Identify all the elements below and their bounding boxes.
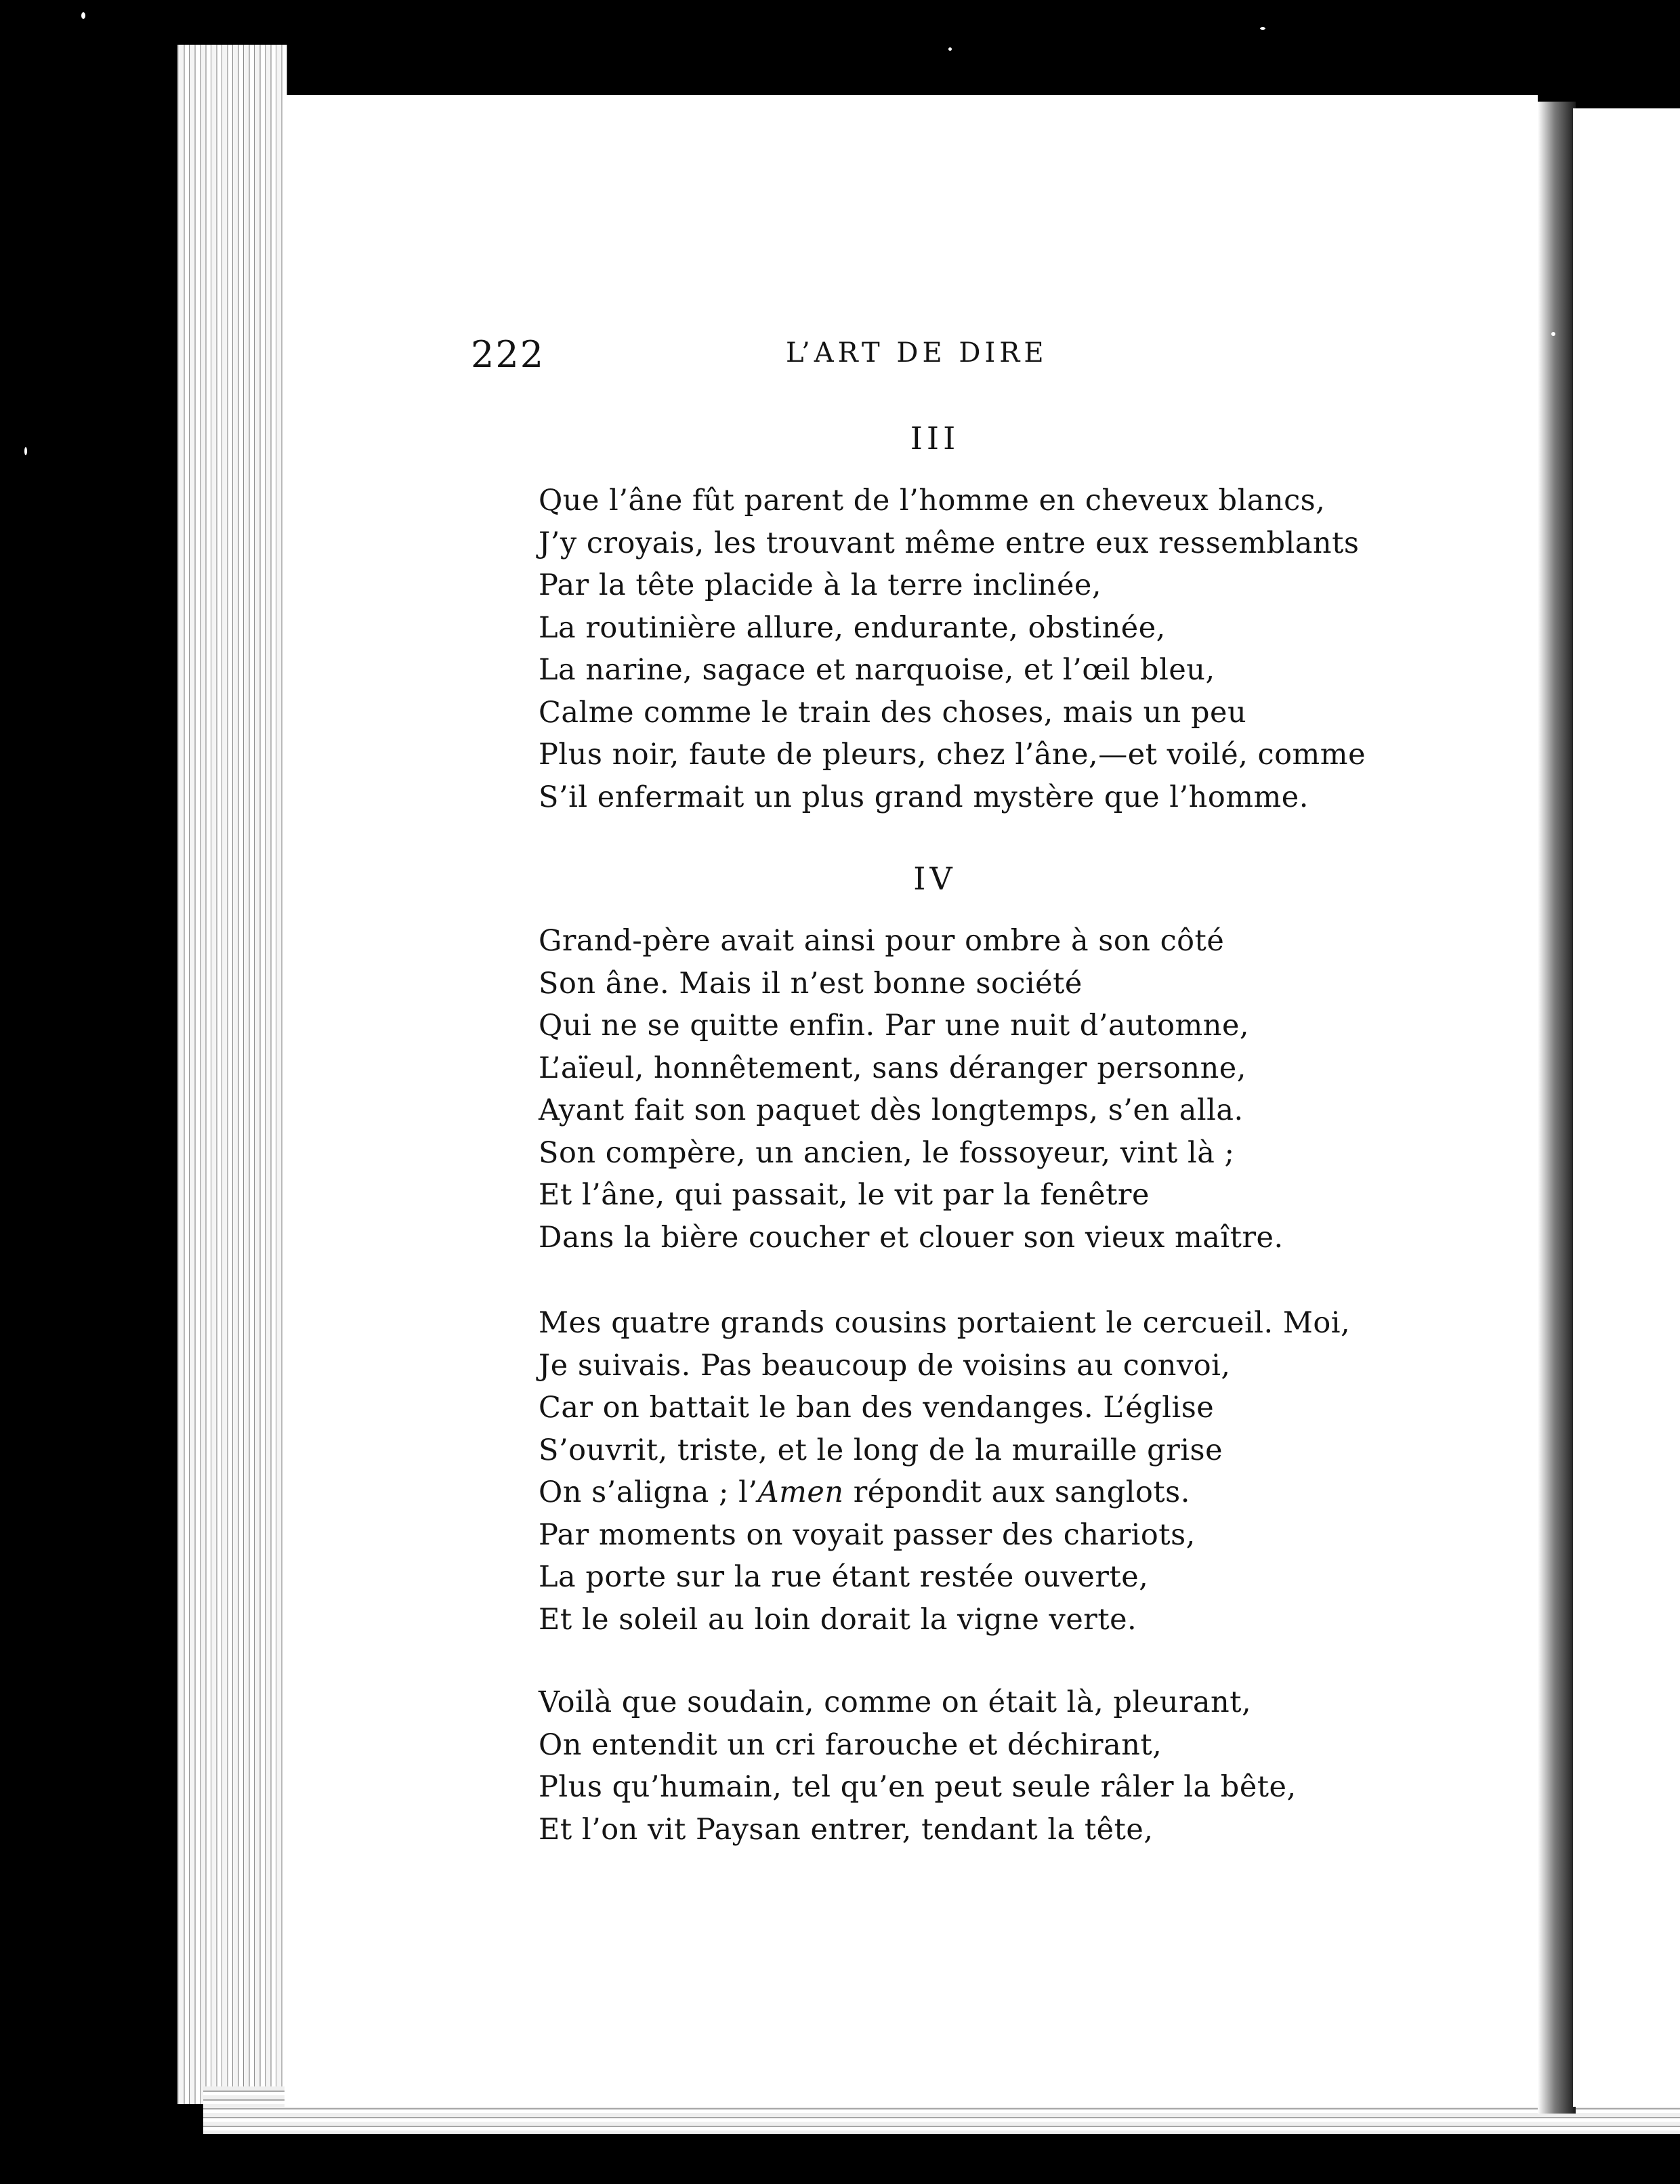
verse-line: S’ouvrit, triste, et le long de la muraille grise <box>539 1433 1223 1467</box>
dust-speck <box>948 47 952 51</box>
verse-line: Grand-père avait ainsi pour ombre à son côté <box>539 924 1225 958</box>
stanza <box>539 480 1555 818</box>
verse-line: S’il enfermait un plus grand mystère que l’homme. <box>539 780 1309 814</box>
verse-line: Dans la bière coucher et clouer son vieux maître. <box>539 1220 1284 1255</box>
stanza <box>539 920 1555 1259</box>
verse-line: J’y croyais, les trouvant même entre eux ressemblants <box>539 526 1360 560</box>
stanza <box>539 1302 1555 1641</box>
italic-word: Amen <box>757 1475 844 1509</box>
verse-line: Et l’âne, qui passait, le vit par la fenêtre <box>539 1178 1150 1212</box>
verse-line: Je suivais. Pas beaucoup de voisins au convoi, <box>539 1348 1231 1383</box>
verse-line: La routinière allure, endurante, obstinée, <box>539 610 1166 645</box>
verse-line: On s’aligna ; l’Amen répondit aux sanglots. <box>539 1475 1190 1509</box>
running-head <box>285 333 1538 387</box>
verse-line: Car on battait le ban des vendanges. L’église <box>539 1391 1215 1425</box>
verse-line: Calme comme le train des choses, mais un peu <box>539 695 1247 730</box>
verse-line: Par moments on voyait passer des chariots, <box>539 1517 1196 1552</box>
dust-speck <box>1260 27 1265 30</box>
dust-speck <box>24 447 27 455</box>
book-page <box>285 95 1538 2107</box>
verse-line: Et le soleil au loin dorait la vigne verte. <box>539 1602 1137 1637</box>
verse-line: Mes quatre grands cousins portaient le cercueil. Moi, <box>539 1306 1351 1340</box>
running-title: L’ART DE DIRE <box>786 337 1048 369</box>
section-numeral: III <box>910 420 960 457</box>
dust-speck <box>81 12 85 19</box>
stanza <box>539 1681 1555 1851</box>
verse-line: Son âne. Mais il n’est bonne société <box>539 966 1083 1001</box>
verse-line: Par la tête placide à la terre inclinée, <box>539 568 1102 602</box>
verse-line: Ayant fait son paquet dès longtemps, s’en alla. <box>539 1093 1244 1127</box>
verse-line: Que l’âne fût parent de l’homme en cheveux blancs, <box>539 484 1326 518</box>
page-number: 222 <box>471 333 545 376</box>
verse-line: Et l’on vit Paysan entrer, tendant la tête, <box>539 1812 1154 1847</box>
facing-page-edge <box>1573 108 1680 2107</box>
verse-line: Qui ne se quitte enfin. Par une nuit d’automne, <box>539 1009 1250 1043</box>
verse-line: Voilà que soudain, comme on était là, pleurant, <box>539 1685 1252 1719</box>
verse-line: Son compère, un ancien, le fossoyeur, vint là ; <box>539 1135 1235 1170</box>
dust-speck <box>1551 332 1555 336</box>
verse-line: La narine, sagace et narquoise, et l’œil bleu, <box>539 653 1215 687</box>
verse-line: Plus noir, faute de pleurs, chez l’âne,—et voilé, comme <box>539 738 1366 772</box>
verse-line: La porte sur la rue étant restée ouverte, <box>539 1560 1149 1594</box>
page-edge-stack <box>177 45 287 2104</box>
verse-line: Plus qu’humain, tel qu’en peut seule râler la bête, <box>539 1770 1297 1804</box>
section-numeral: IV <box>913 860 957 897</box>
verse-line: On entendit un cri farouche et déchirant, <box>539 1727 1162 1762</box>
verse-line: L’aïeul, honnêtement, sans déranger personne, <box>539 1051 1246 1085</box>
